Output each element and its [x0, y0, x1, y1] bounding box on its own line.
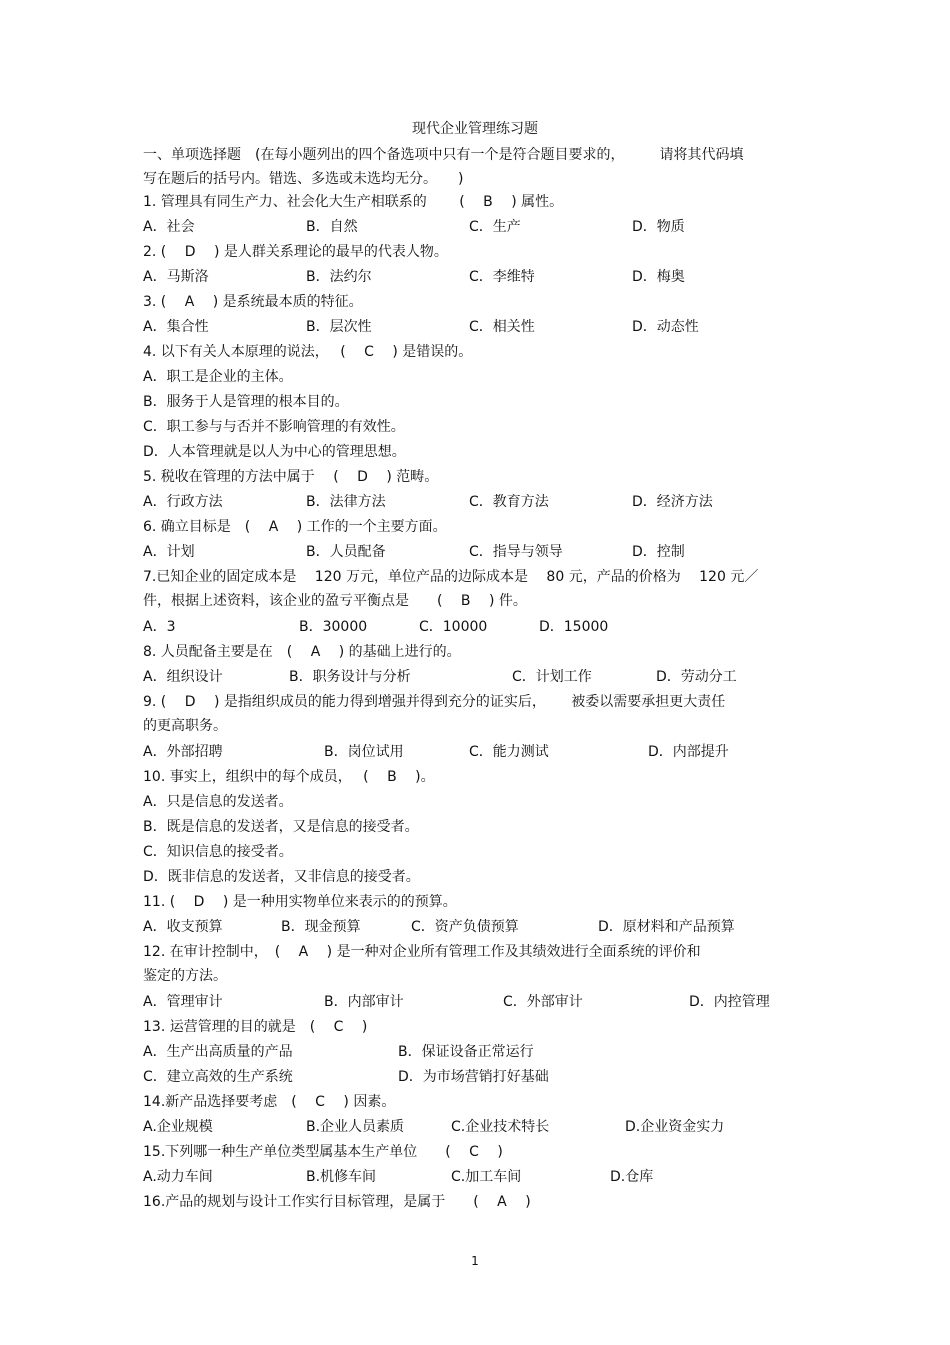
answer-option: B．法律方法: [306, 494, 386, 510]
question-stem: 6. 确立目标是 ( A ) 工作的一个主要方面。: [143, 519, 447, 535]
answer-option: C．李维特: [469, 269, 535, 285]
answer-option: B．保证设备正常运行: [398, 1044, 534, 1060]
questions-container: [143, 190, 813, 1215]
question-stem: 7.已知企业的固定成本是 120 万元，单位产品的边际成本是 80 元，产品的价格为 120 元／: [143, 569, 759, 585]
question-stem-cont: 的更高职务。: [143, 718, 227, 734]
answer-option: A．社会: [143, 219, 195, 235]
answer-option: C．计划工作: [512, 669, 592, 685]
answer-option: D．人本管理就是以人为中心的管理思想。: [143, 444, 406, 460]
answer-option: D．15000: [539, 619, 609, 635]
answer-option: B．岗位试用: [324, 744, 404, 760]
question-list: [143, 143, 813, 1215]
answer-option: B.企业人员素质: [306, 1119, 405, 1135]
answer-option: C．相关性: [469, 319, 535, 335]
question-stem: 5. 税收在管理的方法中属于 ( D ) 范畴。: [143, 469, 439, 485]
answer-option: C．指导与领导: [469, 544, 563, 560]
question-stem: 15.下列哪一种生产单位类型属基本生产单位 ( C ): [143, 1144, 503, 1160]
question-stem: 10. 事实上，组织中的每个成员， ( B )。: [143, 769, 435, 785]
answer-option: B．自然: [306, 219, 358, 235]
answer-option: D．劳动分工: [656, 669, 737, 685]
answer-option: D．为市场营销打好基础: [398, 1069, 549, 1085]
option-row: [143, 265, 813, 290]
answer-option: B．既是信息的发送者，又是信息的接受者。: [143, 819, 419, 835]
answer-option: B．现金预算: [281, 919, 361, 935]
answer-option: A．马斯洛: [143, 269, 209, 285]
section-heading: 一、单项选择题 (在每小题列出的四个备选项中只有一个是符合题目要求的， 请将其代码填: [143, 147, 744, 163]
answer-option: D．既非信息的发送者，又非信息的接受者。: [143, 869, 420, 885]
answer-option: A．3: [143, 619, 176, 635]
answer-option: A.企业规模: [143, 1119, 213, 1135]
answer-option: C．生产: [469, 219, 521, 235]
answer-option: C．教育方法: [469, 494, 549, 510]
answer-option: C．资产负债预算: [411, 919, 519, 935]
option-row: [143, 615, 813, 640]
answer-option: B．30000: [299, 619, 368, 635]
answer-option: A．外部招聘: [143, 744, 223, 760]
answer-option: D.仓库: [610, 1169, 654, 1185]
option-row: [143, 990, 813, 1015]
question-stem: 4. 以下有关人本原理的说法， ( C ) 是错误的。: [143, 344, 473, 360]
answer-option: B.机修车间: [306, 1169, 377, 1185]
answer-option: C．知识信息的接受者。: [143, 844, 293, 860]
option-row: [143, 490, 813, 515]
answer-option: A．收支预算: [143, 919, 223, 935]
answer-option: D．原材料和产品预算: [598, 919, 735, 935]
question-stem: 3. ( A ) 是系统最本质的特征。: [143, 294, 363, 310]
question-stem-cont: 件，根据上述资料，该企业的盈亏平衡点是 ( B ) 件。: [143, 593, 527, 609]
option-row: [143, 1065, 813, 1090]
answer-option: A．职工是企业的主体。: [143, 369, 293, 385]
answer-option: A．组织设计: [143, 669, 223, 685]
answer-option: D．物质: [632, 219, 685, 235]
question-stem: 12. 在审计控制中， ( A ) 是一种对企业所有管理工作及其绩效进行全面系统的评价和: [143, 944, 701, 960]
answer-option: D．控制: [632, 544, 685, 560]
question-stem: 16.产品的规划与设计工作实行目标管理，是属于 ( A ): [143, 1194, 531, 1210]
answer-option: D．动态性: [632, 319, 699, 335]
answer-option: C．职工参与与否并不影响管理的有效性。: [143, 419, 405, 435]
answer-option: B．人员配备: [306, 544, 386, 560]
answer-option: A．行政方法: [143, 494, 223, 510]
option-row: [143, 915, 813, 940]
answer-option: C．建立高效的生产系统: [143, 1069, 293, 1085]
option-row: [143, 740, 813, 765]
answer-option: B．层次性: [306, 319, 372, 335]
answer-option: C．能力测试: [469, 744, 549, 760]
answer-option: A．计划: [143, 544, 195, 560]
answer-option: D．内控管理: [689, 994, 770, 1010]
option-row: [143, 1040, 813, 1065]
answer-option: A．生产出高质量的产品: [143, 1044, 293, 1060]
option-row: [143, 665, 813, 690]
answer-option: B．服务于人是管理的根本目的。: [143, 394, 349, 410]
answer-option: A．管理审计: [143, 994, 223, 1010]
document-title: 现代企业管理练习题: [412, 121, 538, 137]
answer-option: C．外部审计: [503, 994, 583, 1010]
answer-option: C.企业技术特长: [451, 1119, 550, 1135]
answer-option: D．梅奥: [632, 269, 685, 285]
answer-option: B．法约尔: [306, 269, 372, 285]
answer-option: D．经济方法: [632, 494, 713, 510]
option-row: [143, 215, 813, 240]
question-stem: 9. ( D ) 是指组织成员的能力得到增强并得到充分的证实后， 被委以需要承担更大责任: [143, 694, 726, 710]
option-row: [143, 315, 813, 340]
answer-option: C.加工车间: [451, 1169, 522, 1185]
answer-option: B．职务设计与分析: [289, 669, 411, 685]
option-row: [143, 1165, 813, 1190]
section-heading-cont: 写在题后的括号内。错选、多选或未选均无分。 ): [143, 171, 464, 187]
answer-option: D．内部提升: [648, 744, 729, 760]
question-stem: 13. 运营管理的目的就是 ( C ): [143, 1019, 368, 1035]
option-row: [143, 540, 813, 565]
question-stem: 11. ( D ) 是一种用实物单位来表示的的预算。: [143, 894, 457, 910]
page-number: 1: [471, 1254, 479, 1268]
answer-option: C．10000: [419, 619, 488, 635]
answer-option: A．只是信息的发送者。: [143, 794, 293, 810]
answer-option: A．集合性: [143, 319, 209, 335]
answer-option: A.动力车间: [143, 1169, 213, 1185]
answer-option: B．内部审计: [324, 994, 404, 1010]
question-stem: 1. 管理具有同生产力、社会化大生产相联系的 ( B ) 属性。: [143, 194, 564, 210]
answer-option: D.企业资金实力: [625, 1119, 725, 1135]
question-stem: 14.新产品选择要考虑 ( C ) 因素。: [143, 1094, 396, 1110]
question-stem: 2. ( D ) 是人群关系理论的最早的代表人物。: [143, 244, 448, 260]
question-stem: 8. 人员配备主要是在 ( A ) 的基础上进行的。: [143, 644, 461, 660]
question-stem-cont: 鉴定的方法。: [143, 968, 227, 984]
option-row: [143, 1115, 813, 1140]
